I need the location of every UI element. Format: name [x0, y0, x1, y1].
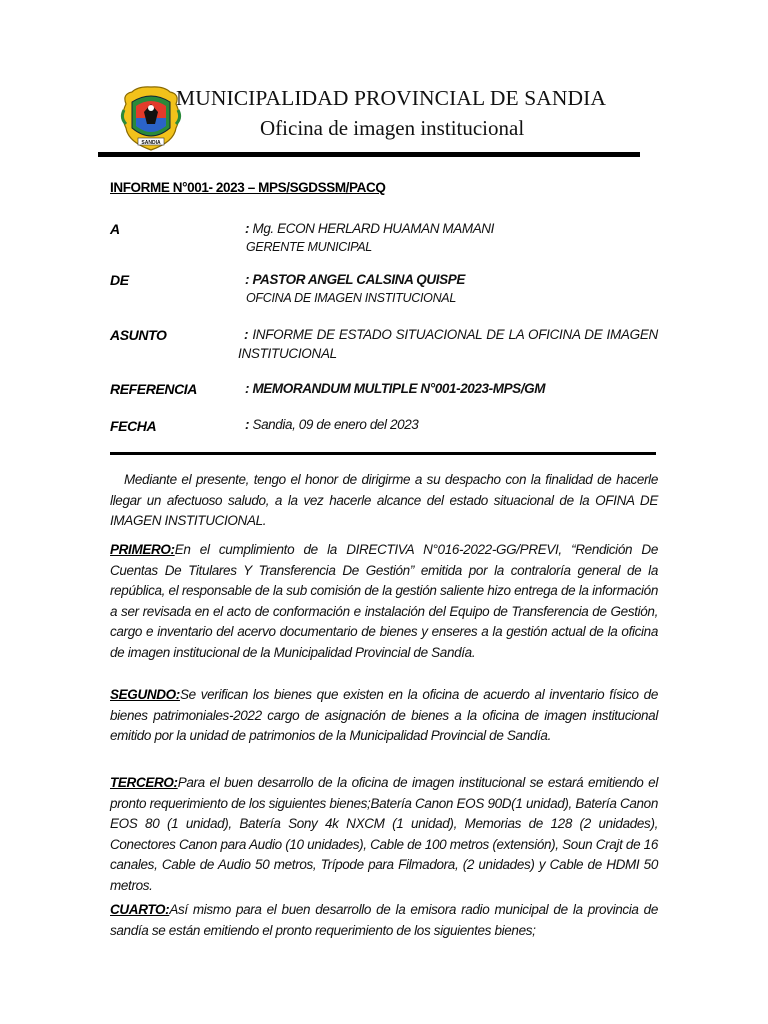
field-asunto-colon: :	[244, 327, 249, 342]
cuarto-paragraph	[110, 900, 658, 941]
field-a-colon: :	[245, 221, 250, 236]
fields-divider	[110, 452, 656, 455]
sender-name	[245, 272, 465, 287]
segundo-text: Se verifican los bienes que existen en la oficina de acuerdo al inventario físico de bienes patrimoniales-2022 cargo de asignación de bienes a la oficina de imagen institucional emitido por la unidad de patrimonios de la Municipalidad Provincial de Sandía.	[110, 687, 658, 743]
tercero-text: Para el buen desarrollo de la oficina de imagen institucional se estará emitiendo el pronto requerimiento de los siguientes bienes;Batería Canon EOS 90D(1 unidad), Batería Canon EOS 80 (1 unidad), Batería Sony 4k NXCM (1 unidad), Memorias de 128 (2 unidades), Conectores Canon para Audio (10 unidades), Cable de 100 metros (extensión), Soun Crajt de 16 canales, Cable de Audio 50 metros, Trípode para Filmadora, (2 unidades) y Cable de HDMI 50 metros.	[110, 775, 658, 893]
header-divider	[98, 152, 640, 157]
intro-paragraph: Mediante el presente, tengo el honor de dirigirme a su despacho con la finalidad de hacerle llegar un afectuoso saludo, a la vez hacerle alcance del estado situacional de la OFINA DE IMAGEN INSTITUCIONAL.	[110, 472, 658, 528]
tercero-paragraph	[110, 773, 658, 896]
seal-banner-text: SANDIA	[141, 140, 161, 146]
field-a-label: A	[110, 221, 120, 237]
report-number: INFORME N°001- 2023 – MPS/SGDSSM/PACQ	[110, 180, 386, 195]
reference-value	[245, 381, 545, 396]
office-subtitle: Oficina de imagen institucional	[260, 116, 525, 140]
primero-lead: PRIMERO:	[110, 542, 175, 557]
field-fecha-colon: :	[245, 417, 250, 432]
field-a-value	[245, 221, 494, 236]
date-value	[245, 417, 418, 432]
recipient-name: Mg. ECON HERLARD HUAMAN MAMANI	[252, 221, 494, 236]
subject-text: INFORME DE ESTADO SITUACIONAL DE LA OFICINA DE IMAGEN INSTITUCIONAL	[238, 327, 658, 361]
primero-paragraph	[110, 540, 658, 663]
segundo-paragraph	[110, 685, 658, 747]
field-de-label: DE	[110, 272, 129, 288]
segundo-lead: SEGUNDO:	[110, 687, 180, 702]
subject-value	[238, 325, 658, 363]
cuarto-lead: CUARTO:	[110, 902, 170, 917]
field-referencia-label: REFERENCIA	[110, 381, 198, 397]
reference-text: : MEMORANDUM MULTIPLE N°001-2023-MPS/GM	[245, 381, 546, 396]
primero-text: En el cumplimiento de la DIRECTIVA N°016-2022-GG/PREVI, “Rendición De Cuentas De Titulares Y Transferencia De Gestión” emitida por la contraloría general de la república, el responsable de la sub comisión de la gestión saliente hizo entrega de la información a ser revisada en el acto de conformación e instalación del Equipo de Transferencia de Gestión, cargo e inventario del acervo documentario de bienes y enseres a la gestión actual de la oficina de imagen institucional de la Municipalidad Provincial de Sandía.	[110, 542, 658, 660]
municipality-title: MUNICIPALIDAD PROVINCIAL DE SANDIA	[176, 86, 607, 110]
date-text: Sandia, 09 de enero del 2023	[252, 417, 419, 432]
recipient-position: GERENTE MUNICIPAL	[246, 240, 372, 254]
field-asunto-label: ASUNTO	[110, 327, 167, 343]
municipal-coat-of-arms-icon	[118, 84, 184, 154]
cuarto-text: Así mismo para el buen desarrollo de la emisora radio municipal de la provincia de sandía se están emitiendo el pronto requerimiento de los siguientes bienes;	[110, 902, 658, 938]
sender-office: OFCINA DE IMAGEN INSTITUCIONAL	[246, 291, 457, 305]
sender-name-text: : PASTOR ANGEL CALSINA QUISPE	[245, 272, 465, 287]
field-fecha-label: FECHA	[110, 418, 157, 434]
tercero-lead: TERCERO:	[110, 775, 178, 790]
